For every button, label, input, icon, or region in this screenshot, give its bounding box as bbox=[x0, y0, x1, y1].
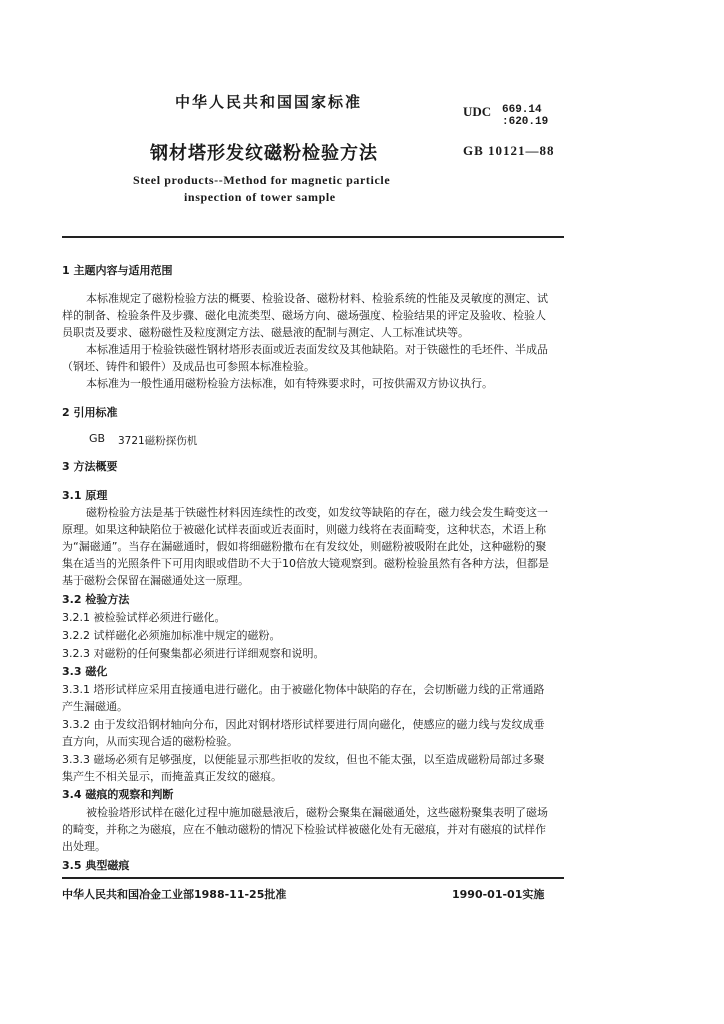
section-2-heading: 2 引用标准 bbox=[62, 406, 118, 419]
section-1-line: 本标准适用于检验铁磁性钢材塔形表面或近表面发纹及其他缺陷。对于铁磁性的毛坯件、半成品 bbox=[86, 343, 548, 356]
section-3-1-line: 为“漏磁通”。当存在漏磁通时，假如将细磁粉撒布在有发纹处，则磁粉被吸附在此处，这种磁粉的聚 bbox=[62, 540, 547, 553]
clause-3-2-3: 3.2.3 对磁粉的任何聚集都必须进行详细观察和说明。 bbox=[62, 647, 325, 660]
section-3-1-line: 磁粉检验方法是基于铁磁性材料因连续性的改变，如发纹等缺陷的存在，磁力线会发生畸变这一 bbox=[86, 506, 548, 519]
section-3-1-line: 集在适当的光照条件下可用肉眼或借助不大于10倍放大镜观察到。磁粉检验虽然有各种方法，但都是 bbox=[62, 557, 549, 570]
clause-3-3-2: 3.3.2 由于发纹沿钢材轴向分布，因此对钢材塔形试样要进行周向磁化，使感应的磁力线与发纹成垂 bbox=[62, 718, 545, 731]
header-divider bbox=[62, 236, 564, 238]
clause-3-3-1-continued: 产生漏磁通。 bbox=[62, 700, 128, 713]
clause-3-3-3-continued: 集产生不相关显示，而掩盖真正发纹的磁痕。 bbox=[62, 770, 282, 783]
standard-number: GB 10121—88 bbox=[463, 143, 555, 158]
section-3-1-heading: 3.1 原理 bbox=[62, 489, 108, 502]
section-3-4-heading: 3.4 磁痕的观察和判断 bbox=[62, 788, 174, 801]
footer-divider bbox=[62, 877, 564, 879]
section-3-4-line: 出处理。 bbox=[62, 840, 106, 853]
english-title-line2: inspection of tower sample bbox=[184, 190, 336, 204]
section-1-line: （钢坯、铸件和锻件）及成品也可参照本标准检验。 bbox=[62, 360, 315, 373]
section-3-1-line: 基于磁粉会保留在漏磁通处这一原理。 bbox=[62, 574, 249, 587]
section-1-heading: 1 主题内容与适用范围 bbox=[62, 264, 173, 277]
issuing-body: 中华人民共和国国家标准 bbox=[175, 93, 363, 111]
reference-gb-label: GB bbox=[89, 432, 106, 445]
english-title-line1: Steel products--Method for magnetic particle bbox=[133, 173, 391, 187]
reference-standard: 3721磁粉探伤机 bbox=[118, 435, 198, 447]
section-3-3-heading: 3.3 磁化 bbox=[62, 665, 108, 678]
section-3-4-line: 被检验塔形试样在磁化过程中施加磁悬液后，磁粉会聚集在漏磁通处，这些磁粉聚集表明了磁场 bbox=[86, 806, 548, 819]
udc-code bbox=[502, 104, 548, 128]
approval-line: 中华人民共和国冶金工业部1988-11-25批准 bbox=[62, 888, 287, 901]
section-1-line: 本标准规定了磁粉检验方法的概要、检验设备、磁粉材料、检验系统的性能及灵敏度的测定、试 bbox=[86, 292, 548, 305]
implementation-date: 1990-01-01实施 bbox=[452, 888, 545, 901]
section-3-heading: 3 方法概要 bbox=[62, 460, 118, 473]
clause-3-3-3: 3.3.3 磁场必须有足够强度，以便能显示那些拒收的发纹，但也不能太强，以至造成磁粉局部过多聚 bbox=[62, 753, 545, 766]
section-1-line: 本标准为一般性通用磁粉检验方法标准，如有特殊要求时，可按供需双方协议执行。 bbox=[86, 377, 493, 390]
section-1-line: 样的制备、检验条件及步骤、磁化电流类型、磁场方向、磁场强度、检验结果的评定及验收、检验人 bbox=[62, 309, 546, 322]
clause-3-2-2: 3.2.2 试样磁化必须施加标准中规定的磁粉。 bbox=[62, 629, 281, 642]
udc-label: UDC bbox=[463, 104, 492, 119]
section-3-1-line: 原理。如果这种缺陷位于被磁化试样表面或近表面时，则磁力线将在表面畸变，这种状态，术语上称 bbox=[62, 523, 546, 536]
clause-3-3-2-continued: 直方向，从而实现合适的磁粉检验。 bbox=[62, 735, 238, 748]
udc-code-line2: :620.19 bbox=[502, 116, 549, 128]
section-1-line: 员职责及要求、磁粉磁性及粒度测定方法、磁悬液的配制与测定、人工标准试块等。 bbox=[62, 326, 469, 339]
section-3-2-heading: 3.2 检验方法 bbox=[62, 593, 130, 606]
section-3-4-line: 的畸变，并称之为磁痕，应在不触动磁粉的情况下检验试样被磁化处有无磁痕，并对有磁痕的试样作 bbox=[62, 823, 546, 836]
clause-3-2-1: 3.2.1 被检验试样必须进行磁化。 bbox=[62, 611, 226, 624]
udc-code-line1: 669.14 bbox=[502, 104, 542, 116]
section-3-5-heading: 3.5 典型磁痕 bbox=[62, 859, 130, 872]
clause-3-3-1: 3.3.1 塔形试样应采用直接通电进行磁化。由于被磁化物体中缺陷的存在，会切断磁力线的正常通路 bbox=[62, 683, 545, 696]
document-title: 钢材塔形发纹磁粉检验方法 bbox=[150, 143, 378, 164]
